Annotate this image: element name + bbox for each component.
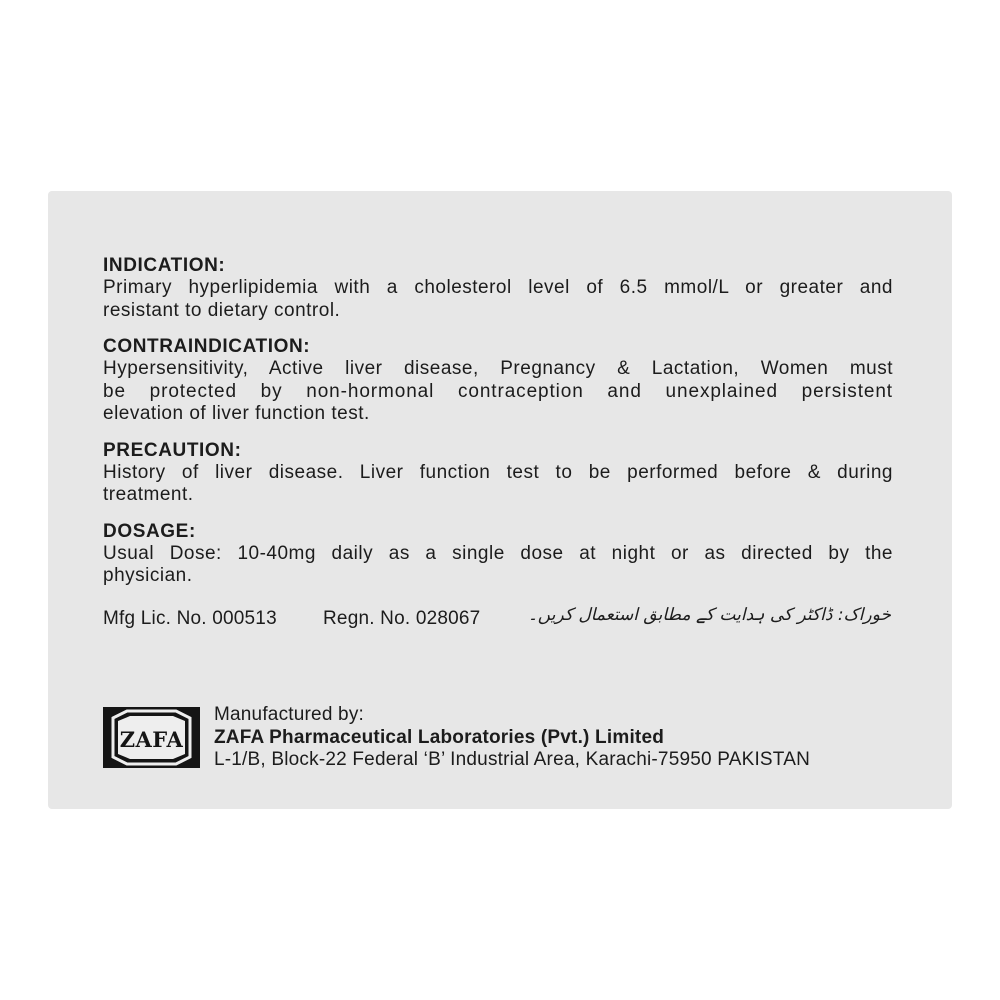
section-text-line: physician. [103, 565, 193, 586]
section-heading: INDICATION: [103, 255, 226, 276]
medicine-label-card [48, 191, 952, 809]
mfg-license-number: Mfg Lic. No. 000513 [103, 607, 277, 629]
section-contraindication [103, 336, 893, 426]
company-name: ZAFA Pharmaceutical Laboratories (Pvt.) Limited [214, 726, 665, 748]
section-text-line: elevation of liver function test. [103, 403, 370, 424]
section-precaution [103, 440, 893, 507]
urdu-dosage-note: خوراک: ڈاکٹر کی ہدایت کے مطابق استعمال کریں۔ [527, 604, 891, 625]
registration-row [103, 604, 893, 636]
section-text-line: History of liver disease. Liver function test to be performed before & during [103, 461, 893, 483]
section-text-line: Primary hyperlipidemia with a cholesterol level of 6.5 mmol/L or greater and [103, 277, 893, 298]
section-text-line: Hypersensitivity, Active liver disease, Pregnancy & Lactation, Women must [103, 358, 893, 379]
label-content [103, 255, 893, 636]
company-address: L-1/B, Block-22 Federal ‘B’ Industrial Area, Karachi-75950 PAKISTAN [214, 749, 810, 770]
manufacturer-block [103, 704, 903, 774]
registration-number: Regn. No. 028067 [323, 607, 481, 629]
zafa-logo-icon [103, 707, 200, 768]
section-indication [103, 255, 893, 322]
svg-text:ZAFA: ZAFA [119, 727, 184, 752]
section-text-line: Usual Dose: 10-40mg daily as a single dose at night or as directed by the [103, 542, 893, 564]
section-heading: PRECAUTION: [103, 439, 242, 461]
section-text-line: resistant to dietary control. [103, 299, 341, 321]
section-text-line: be protected by non-hormonal contraception and unexplained persistent [103, 380, 893, 402]
manufactured-by-label: Manufactured by: [214, 704, 365, 725]
section-heading: CONTRAINDICATION: [103, 336, 311, 357]
section-dosage [103, 521, 893, 588]
section-heading: DOSAGE: [103, 520, 196, 542]
section-text-line: treatment. [103, 484, 194, 505]
manufacturer-text [214, 704, 810, 772]
zafa-logo [103, 707, 200, 768]
